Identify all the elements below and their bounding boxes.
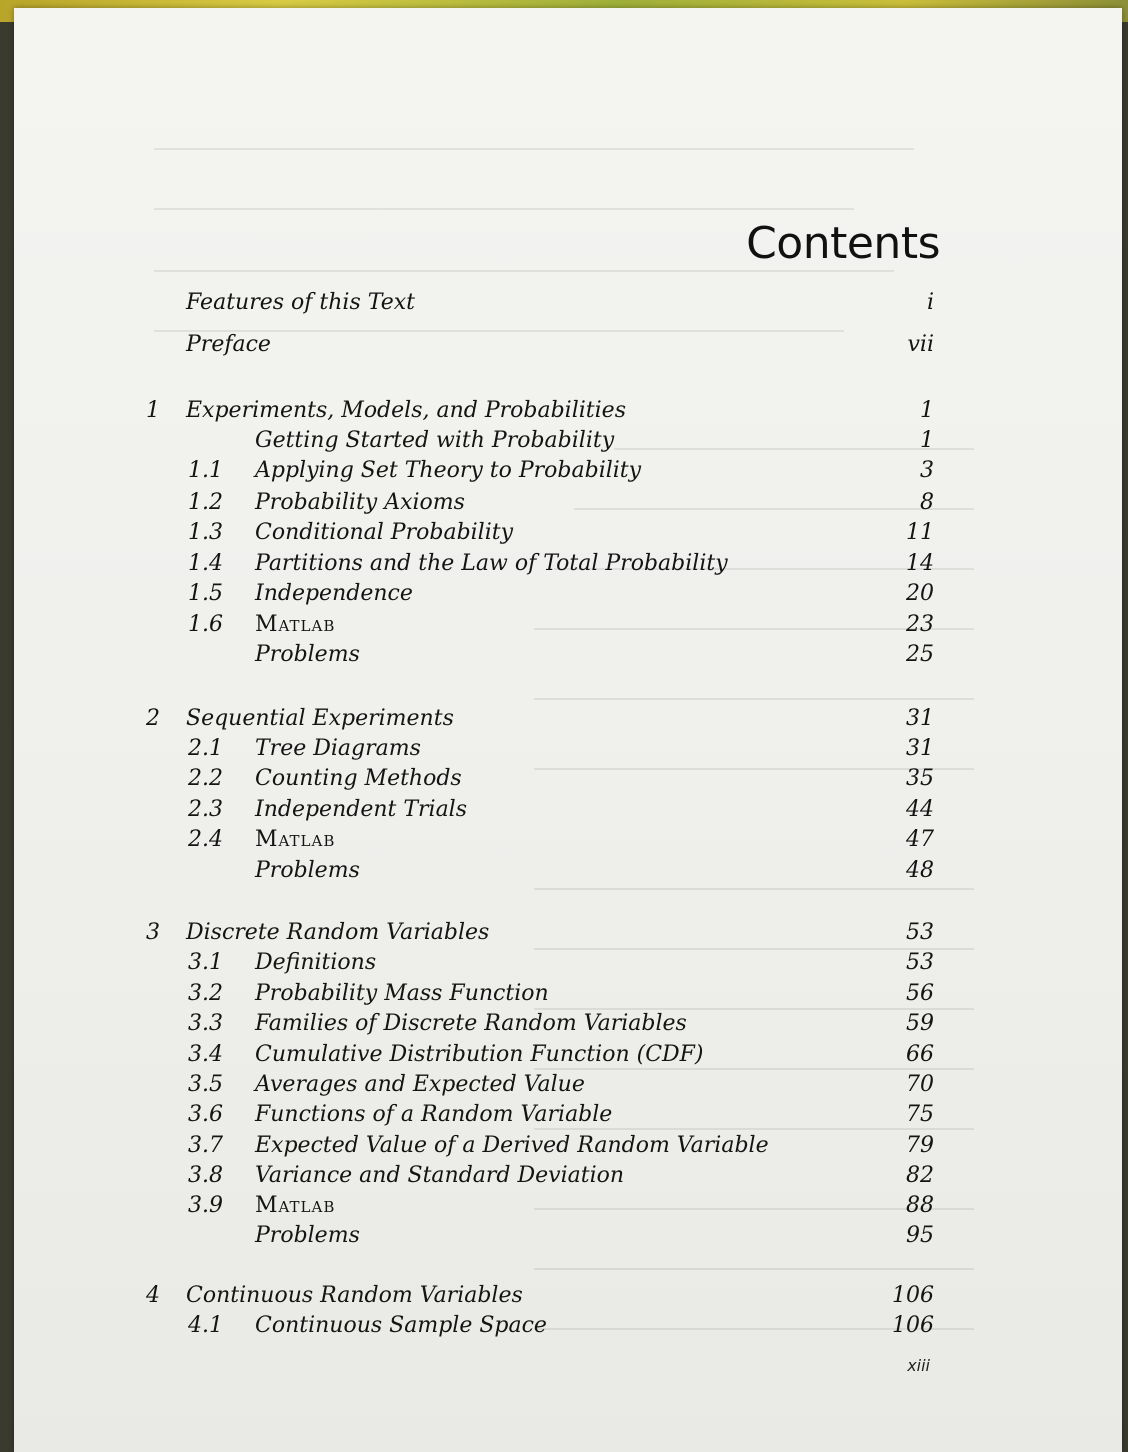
toc-page-number: 44	[906, 797, 934, 822]
toc-section-number: 2.1	[188, 736, 223, 761]
toc-section-title: Functions of a Random Variable	[255, 1102, 613, 1127]
toc-page-number: 23	[906, 612, 934, 637]
toc-chapter-title: Continuous Random Variables	[186, 1283, 523, 1308]
toc-page-number: 75	[906, 1102, 934, 1127]
toc-section-title: Matlab	[255, 827, 336, 852]
toc-section-3-8[interactable]	[0, 1163, 1128, 1193]
toc-section-title: Conditional Probability	[255, 520, 514, 545]
toc-section-number: 2.2	[188, 766, 223, 791]
toc-page-number: 48	[906, 858, 934, 883]
toc-chapter-number: 2	[146, 706, 160, 731]
toc-entry-features[interactable]	[0, 290, 1128, 320]
toc-section-title: Problems	[255, 1223, 360, 1248]
toc-section-number: 1.6	[188, 612, 223, 637]
toc-page-number: 31	[906, 706, 934, 731]
toc-page-number: 47	[906, 827, 934, 852]
toc-section-4-1[interactable]	[0, 1313, 1128, 1343]
toc-section-3-6[interactable]	[0, 1102, 1128, 1132]
toc-section-1-3[interactable]	[0, 520, 1128, 550]
toc-section-3-3[interactable]	[0, 1011, 1128, 1041]
toc-page-number: 66	[906, 1042, 934, 1067]
toc-section-number: 3.8	[188, 1163, 223, 1188]
toc-section-1-1[interactable]	[0, 458, 1128, 488]
toc-section-title: Matlab	[255, 1193, 336, 1218]
toc-section-number: 1.4	[188, 551, 223, 576]
toc-section-1-4[interactable]	[0, 551, 1128, 581]
toc-page-number: 35	[906, 766, 934, 791]
toc-page-number: 20	[906, 581, 934, 606]
toc-page-number: 79	[906, 1133, 934, 1158]
toc-section-number: 3.5	[188, 1072, 223, 1097]
toc-chapter-number: 1	[146, 398, 160, 423]
toc-section-3-4[interactable]	[0, 1042, 1128, 1072]
toc-chapter-1[interactable]	[0, 398, 1128, 428]
toc-section-title: Partitions and the Law of Total Probability	[255, 551, 728, 576]
toc-page-number: 106	[892, 1313, 934, 1338]
toc-page-number: 14	[906, 551, 934, 576]
toc-section-number: 3.6	[188, 1102, 223, 1127]
toc-section-1-5[interactable]	[0, 581, 1128, 611]
toc-page-number: 53	[906, 950, 934, 975]
toc-section-2-4[interactable]	[0, 827, 1128, 857]
toc-section-number: 3.3	[188, 1011, 223, 1036]
toc-section-1-2[interactable]	[0, 490, 1128, 520]
toc-chapter-number: 4	[146, 1283, 160, 1308]
toc-section-title: Variance and Standard Deviation	[255, 1163, 625, 1188]
toc-chapter-title: Experiments, Models, and Probabilities	[186, 398, 626, 423]
toc-page-number: 53	[906, 920, 934, 945]
toc-section-title: Definitions	[255, 950, 377, 975]
toc-section-number: 1.2	[188, 490, 223, 515]
toc-section-title: Continuous Sample Space	[255, 1313, 547, 1338]
toc-section-2-1[interactable]	[0, 736, 1128, 766]
toc-section-2-3[interactable]	[0, 797, 1128, 827]
page-folio: xiii	[907, 1356, 930, 1375]
toc-section-title: Problems	[255, 858, 360, 883]
toc-section-number: 3.1	[188, 950, 223, 975]
toc-entry-label: Features of this Text	[186, 290, 415, 315]
toc-section-number: 3.9	[188, 1193, 223, 1218]
toc-section-1-6[interactable]	[0, 612, 1128, 642]
toc-section-title: Probability Axioms	[255, 490, 465, 515]
toc-page-number: 1	[920, 428, 934, 453]
toc-page-number: 1	[920, 398, 934, 423]
toc-section-number: 3.2	[188, 981, 223, 1006]
toc-entry-preface[interactable]	[0, 332, 1128, 362]
toc-chapter-2[interactable]	[0, 706, 1128, 736]
toc-section-title: Independence	[255, 581, 413, 606]
toc-section-number: 3.4	[188, 1042, 223, 1067]
page-title: Contents	[746, 218, 940, 269]
toc-section-title: Expected Value of a Derived Random Variable	[255, 1133, 769, 1158]
toc-chapter-number: 3	[146, 920, 160, 945]
toc-section-title: Counting Methods	[255, 766, 462, 791]
toc-page-number: 56	[906, 981, 934, 1006]
toc-page-number: 25	[906, 642, 934, 667]
toc-section-title: Averages and Expected Value	[255, 1072, 585, 1097]
toc-section-title: Cumulative Distribution Function (CDF)	[255, 1042, 704, 1067]
toc-section-3-9[interactable]	[0, 1193, 1128, 1223]
toc-section-number: 1.5	[188, 581, 223, 606]
toc-page-number: i	[926, 290, 934, 315]
toc-page-number: 82	[906, 1163, 934, 1188]
toc-section-title: Families of Discrete Random Variables	[255, 1011, 687, 1036]
toc-chapter-3[interactable]	[0, 920, 1128, 950]
toc-section-number: 3.7	[188, 1133, 223, 1158]
toc-section-3-2[interactable]	[0, 981, 1128, 1011]
toc-section-3-5[interactable]	[0, 1072, 1128, 1102]
toc-page-number: 59	[906, 1011, 934, 1036]
toc-page-number: 106	[892, 1283, 934, 1308]
toc-section-title: Getting Started with Probability	[255, 428, 615, 453]
toc-section-number: 4.1	[188, 1313, 223, 1338]
toc-section-2-2[interactable]	[0, 766, 1128, 796]
toc-chapter-title: Sequential Experiments	[186, 706, 454, 731]
toc-section-title: Problems	[255, 642, 360, 667]
toc-page-number: 8	[920, 490, 934, 515]
toc-section-number: 1.3	[188, 520, 223, 545]
toc-section-number: 2.4	[188, 827, 223, 852]
toc-section-title: Applying Set Theory to Probability	[255, 458, 642, 483]
toc-section-title: Tree Diagrams	[255, 736, 421, 761]
toc-section-3-1[interactable]	[0, 950, 1128, 980]
toc-section-title: Independent Trials	[255, 797, 468, 822]
toc-section-number: 1.1	[188, 458, 223, 483]
toc-page-number: 70	[906, 1072, 934, 1097]
toc-entry-label: Preface	[186, 332, 271, 357]
toc-section-problems-3[interactable]	[0, 1223, 1128, 1253]
toc-section-3-7[interactable]	[0, 1133, 1128, 1163]
toc-section-number: 2.3	[188, 797, 223, 822]
toc-section-problems-1[interactable]	[0, 642, 1128, 672]
toc-section-getting-started[interactable]	[0, 428, 1128, 458]
toc-page-number: 95	[906, 1223, 934, 1248]
toc-section-title: Probability Mass Function	[255, 981, 549, 1006]
toc-section-problems-2[interactable]	[0, 858, 1128, 888]
toc-page-number: 88	[906, 1193, 934, 1218]
toc-page-number: 3	[920, 458, 934, 483]
toc-page-number: vii	[907, 332, 934, 357]
toc-chapter-4[interactable]	[0, 1283, 1128, 1313]
toc-page-number: 31	[906, 736, 934, 761]
toc-section-title: Matlab	[255, 612, 336, 637]
toc-page-number: 11	[906, 520, 934, 545]
toc-chapter-title: Discrete Random Variables	[186, 920, 490, 945]
